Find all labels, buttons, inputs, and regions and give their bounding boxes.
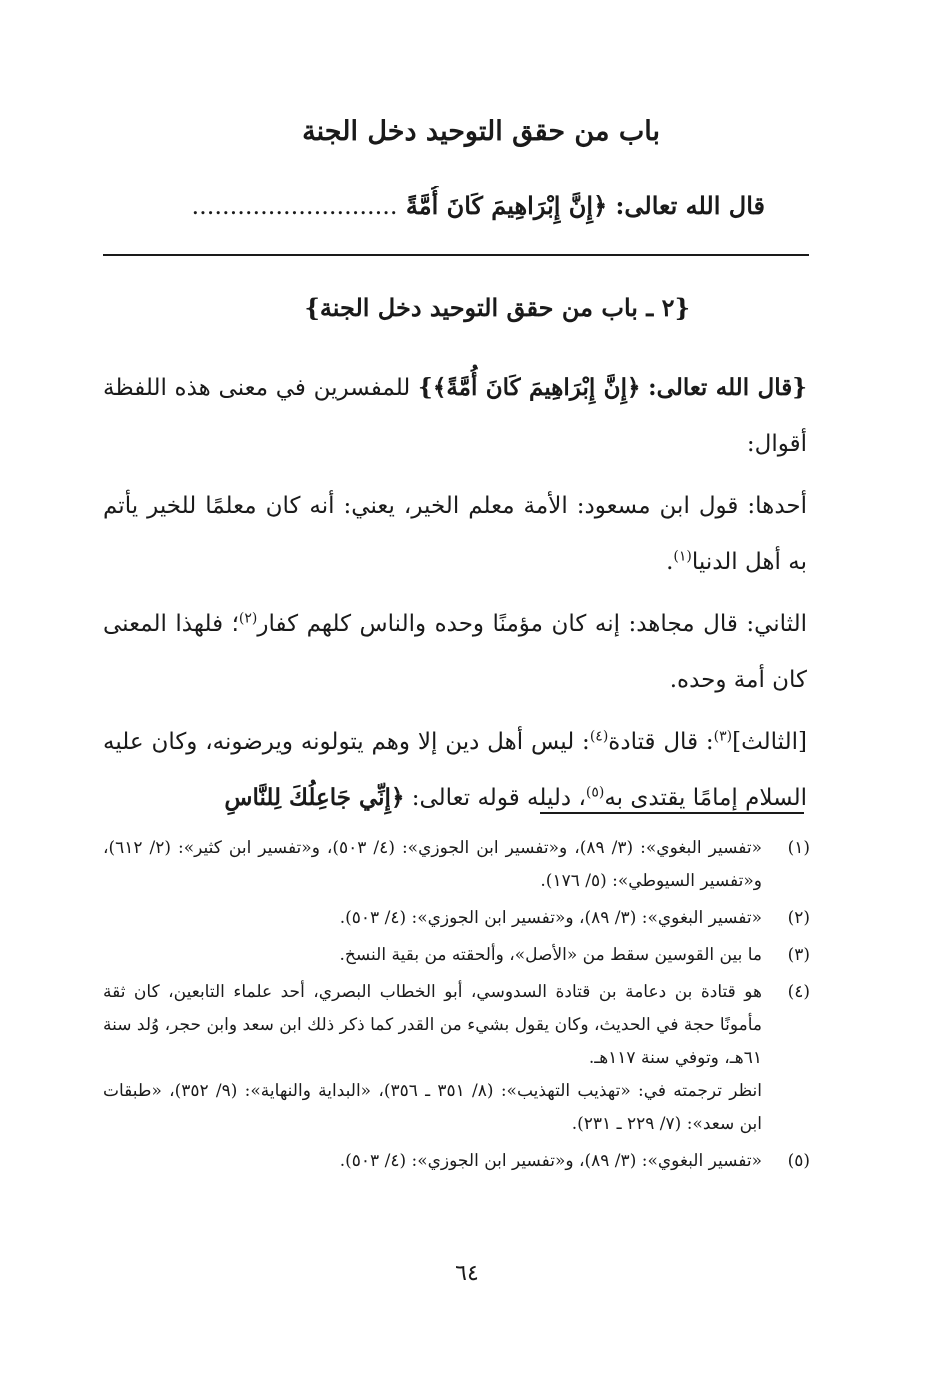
body-text [103,360,807,832]
footnote-ref-4[interactable]: (٤) [589,728,609,745]
p3-text: الثاني: قال مجاهد: إنه كان مؤمنًا وحده والناس كلهم كفار [257,611,807,637]
footnote-ref-2[interactable]: (٢) [238,610,258,627]
footnote-4-sources: انظر ترجمته في: «تهذيب التهذيب»: (٨/ ٣٥١ ـ ٣٥٦)، «البداية والنهاية»: (٩/ ٣٥٢)، «طبقات ابن سعد»: (٧/ ٢٢٩ ـ ٢٣١). [103,1081,763,1134]
footnote-number: (٣) [787,945,810,965]
paragraph-3 [103,596,807,708]
p1-quote: ﴿إِنَّ إِبْرَاهِيمَ كَانَ أُمَّةً﴾} [418,374,641,401]
footnote-ref-3[interactable]: (٣) [713,728,733,745]
footnote-text: «تفسير البغوي»: (٣/ ٨٩)، و«تفسير ابن الجوزي»: (٤/ ٥٠٣)، و«تفسير ابن كثير»: (٢/ ٦١٢)، و«تفسير السيوطي»: (٥/ ١٧٦). [103,838,762,891]
footnotes [103,832,810,1182]
verse-header [100,186,765,226]
chapter-title: باب من حقق التوحيد دخل الجنة [302,116,660,147]
p1-lead: {قال الله تعالى: [648,374,807,401]
paragraph-1 [103,360,807,472]
verse-quote: ﴿إِنَّ إِبْرَاهِيمَ كَانَ أُمَّةً [405,191,608,220]
footnote-3 [103,939,810,972]
footnote-number: (١) [787,838,810,858]
footnote-divider [540,812,804,814]
footnote-text: «تفسير البغوي»: (٣/ ٨٩)، و«تفسير ابن الجوزي»: (٤/ ٥٠٣). [339,1151,762,1171]
p3-end: ؛ فلهذا المعنى كان أمة وحده. [103,611,807,693]
header-dots: ........................... [191,192,398,220]
p2-text: أحدها: قول ابن مسعود: الأمة معلم الخير، يعني: أنه كان معلمًا للخير يأتم به أهل الدنيا [103,493,807,575]
paragraph-4 [103,714,807,826]
footnote-4 [103,976,810,1141]
footnote-4-bio: هو قتادة بن دعامة بن قتادة السدوسي، أبو الخطاب البصري، أحد علماء التابعين، كان ثقة مأمونًا حجة في الحديث، وكان يقول بشيء من القدر كما ذكر ذلك ابن سعد وابن حجر، وُلد سنة ٦١هـ، وتوفي سنة ١١٧هـ. [103,982,762,1068]
p1-text: للمفسرين في معنى هذه اللفظة أقوال: [103,375,807,457]
p4-end: ، دليله قوله تعالى: [411,785,586,811]
p4-text: : ليس أهل دين إلا وهم يتولونه ويرضونه، وكان عليه السلام إمامًا يقتدى به [103,729,807,811]
p4-start: [الثالث] [732,729,807,755]
verse-lead: قال الله تعالى: [615,191,765,220]
page-number: ٦٤ [455,1261,479,1286]
footnote-5 [103,1145,810,1178]
p2-end: . [666,549,674,575]
footnote-ref-5[interactable]: (٥) [585,784,605,801]
footnote-number: (٢) [787,908,810,928]
footnote-ref-1[interactable]: (١) [673,548,692,565]
footnote-1 [103,832,810,898]
p4-mid: : قال قتادة [608,729,714,755]
footnote-text: «تفسير البغوي»: (٣/ ٨٩)، و«تفسير ابن الجوزي»: (٤/ ٥٠٣). [339,908,762,928]
footnote-number: (٤) [787,982,810,1002]
footnote-2 [103,902,810,935]
footnote-text: ما بين القوسين سقط من «الأصل»، وألحقته من بقية النسخ. [339,945,762,965]
footnote-number: (٥) [787,1151,810,1171]
footnote-text [103,976,762,1141]
paragraph-2 [103,478,807,590]
header-divider [103,254,809,256]
section-title: {٢ ـ باب من حقق التوحيد دخل الجنة} [304,293,690,322]
p4-quote: ﴿إِنِّي جَاعِلُكَ لِلنَّاسِ [224,784,405,811]
